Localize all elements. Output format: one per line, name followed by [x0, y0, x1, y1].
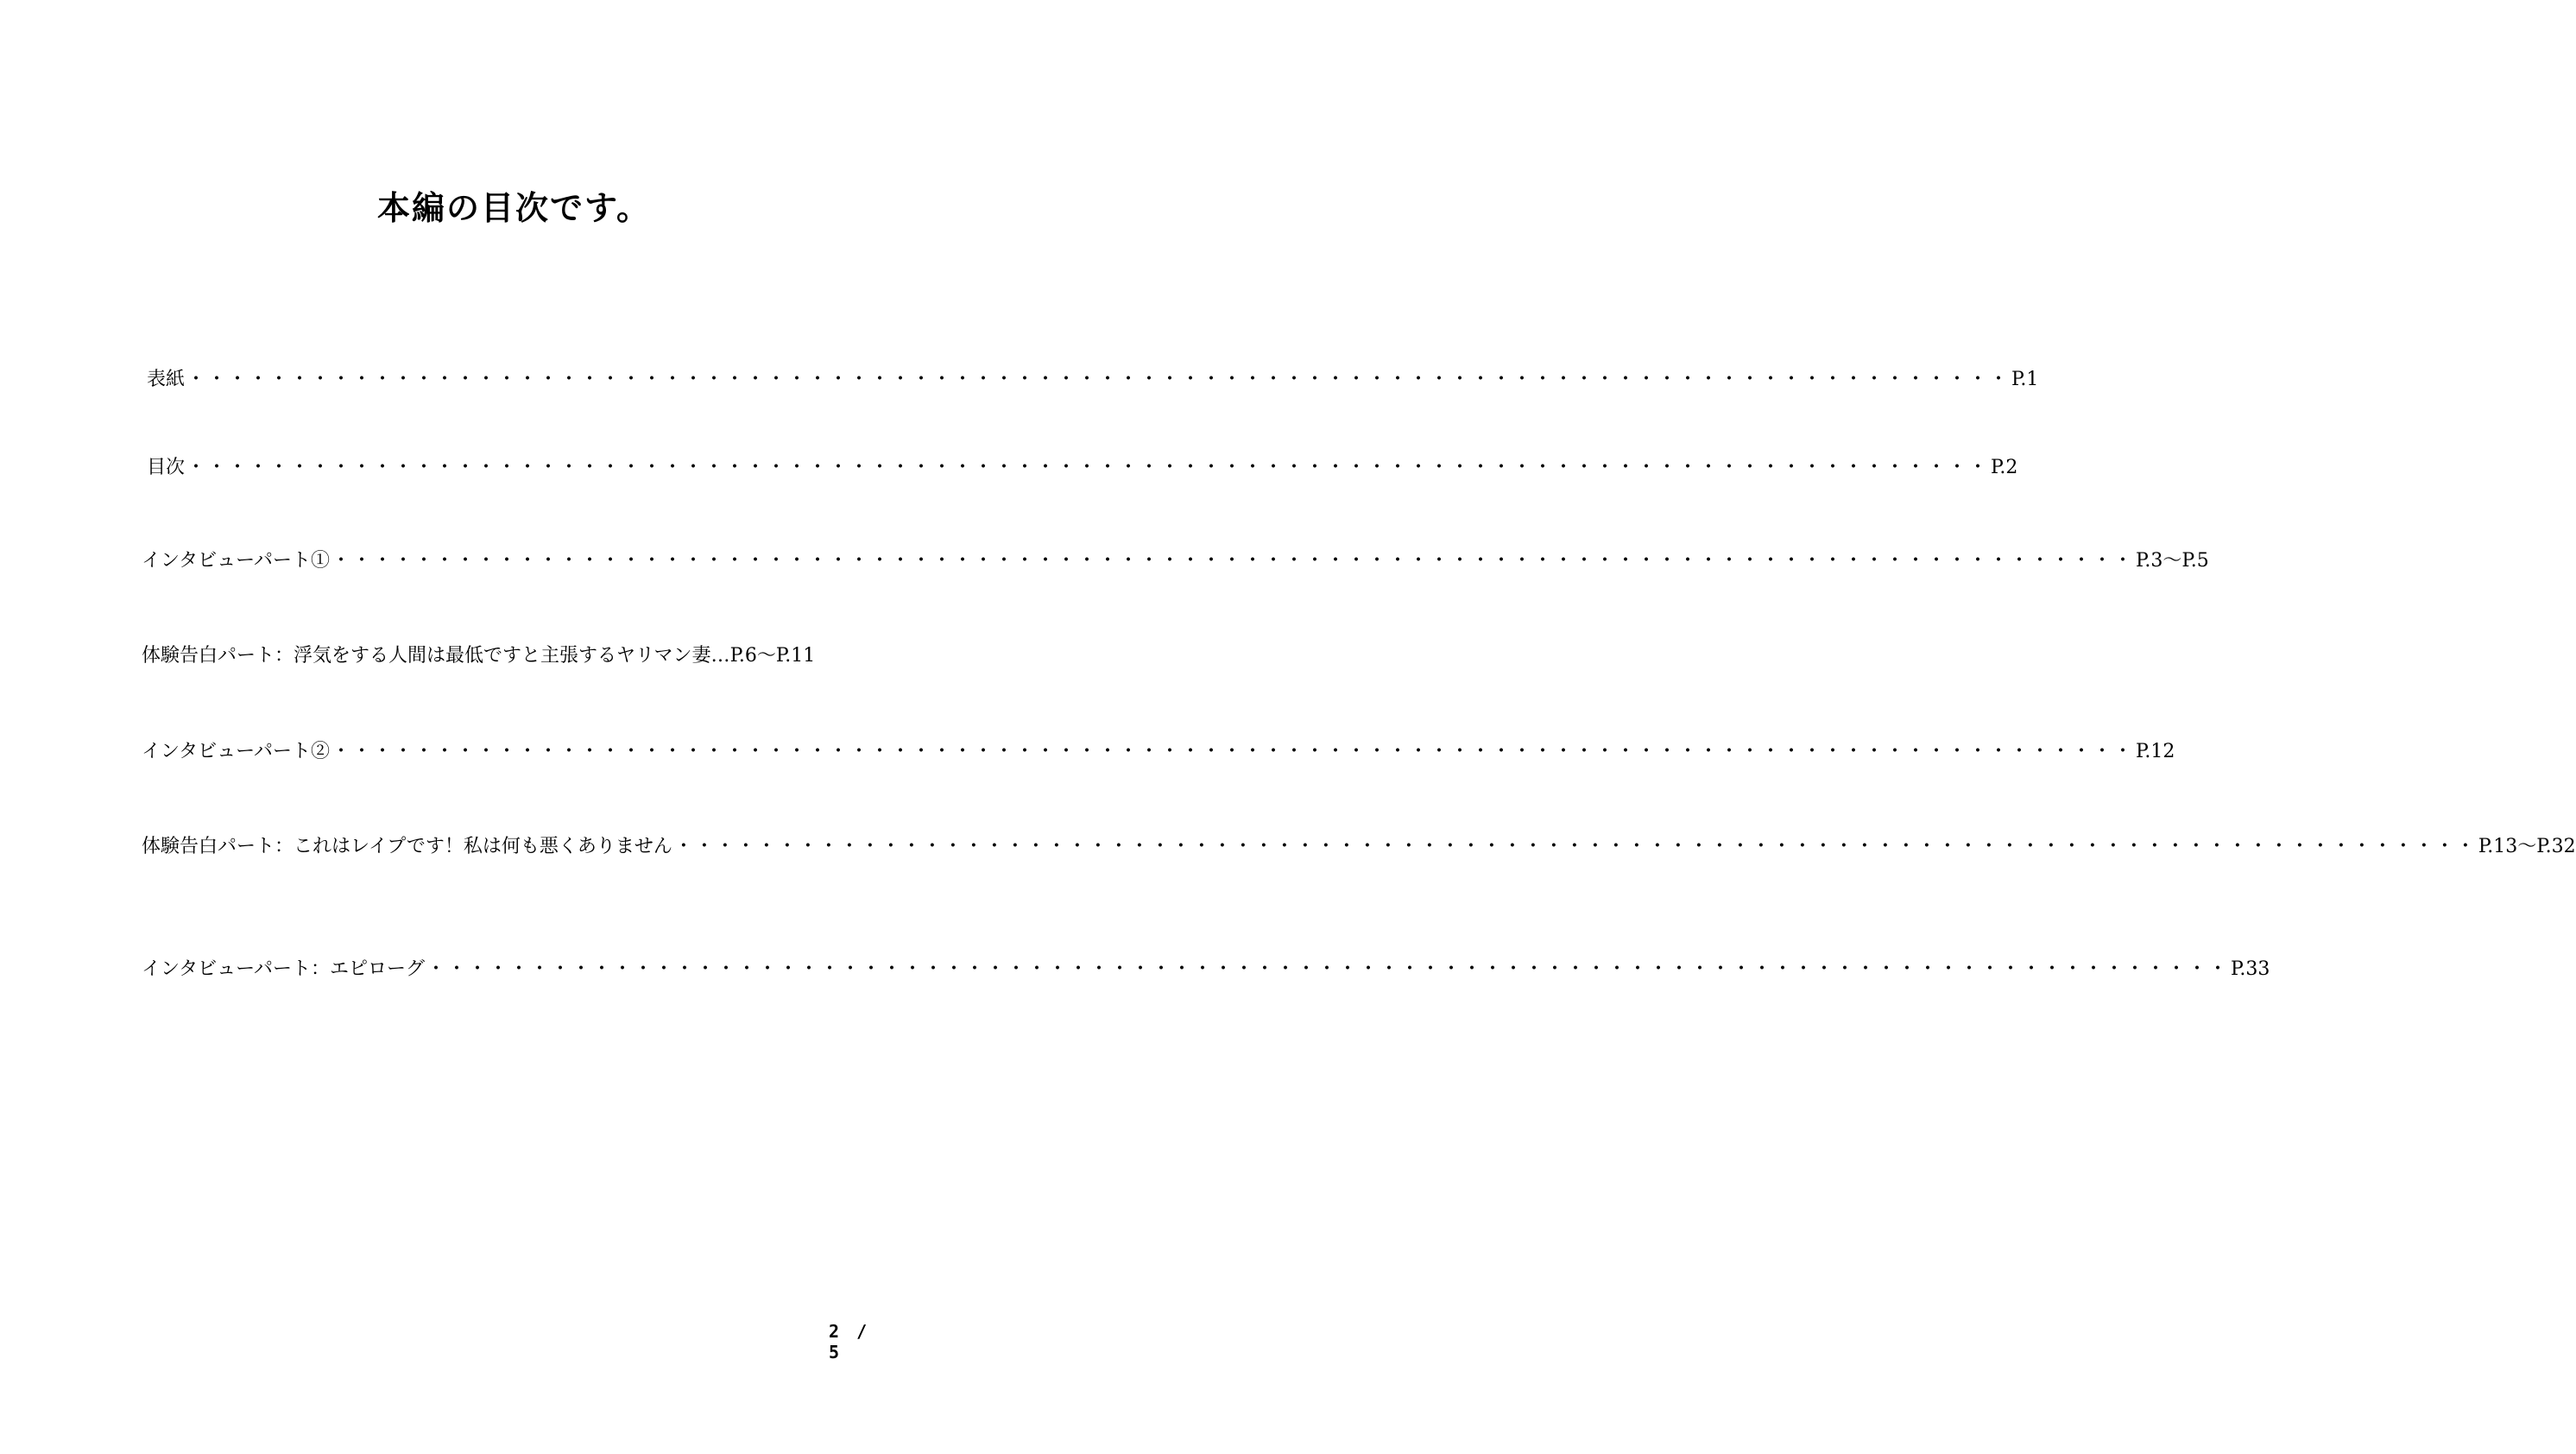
toc-entry-page: P.12: [2136, 741, 2175, 762]
toc-entry-label: 体験告白パート：これはレイプです！私は何も悪くありません: [142, 836, 672, 857]
toc-entry-page: P.3～P.5: [2136, 550, 2209, 572]
toc-entry-label: インタビューパート①: [142, 550, 331, 572]
dot-leader: ・・・・・・・・・・・・・・・・・・・・・・・・・・・・・・・・・・・・・・・・・・・・・・・・・・・・・・・・・・・・・・・・・・・・・・・・・・・・・・・・・・・・・・・・: [186, 369, 2011, 390]
toc-entry-epilogue: [142, 957, 2270, 983]
dot-leader: ・・・・・・・・・・・・・・・・・・・・・・・・・・・・・・・・・・・・・・・・・・・・・・・・・・・・・・・・・・・・・・・・・・・・・・・・・・・・・・・・・・・・・・・: [186, 457, 1990, 478]
page-number: [829, 1321, 898, 1362]
toc-entry-label: 表紙: [147, 369, 186, 390]
toc-entry-label: 体験告白パート：浮気をする人間は最低ですと主張するヤリマン妻…: [142, 645, 730, 667]
dot-leader: ・・・・・・・・・・・・・・・・・・・・・・・・・・・・・・・・・・・・・・・・・・・・・・・・・・・・・・・・・・・・・・・・・・・・・・・・・・・・・・・・・・・・・・・: [426, 958, 2230, 980]
toc-entry-contents: [147, 455, 2018, 481]
toc-entry-page: P.2: [1991, 457, 2018, 478]
toc-entry-page: P.33: [2231, 958, 2270, 980]
page-title: 本編の目次です。: [377, 188, 651, 227]
toc-entry-cover: [147, 367, 2039, 393]
toc-entry-page: P.1: [2011, 369, 2039, 390]
toc-entry-page: P.6～P.11: [729, 645, 816, 667]
dot-leader: ・・・・・・・・・・・・・・・・・・・・・・・・・・・・・・・・・・・・・・・・・・・・・・・・・・・・・・・・・・・・・・・・・・・・・・・・・・・・・・・・・・・・・・・: [331, 741, 2135, 762]
toc-entry-page: P.13～P.32: [2478, 836, 2576, 857]
toc-entry-interview-1: [142, 548, 2209, 574]
toc-entry-interview-2: [142, 739, 2175, 765]
toc-entry-label: インタビューパート②: [142, 741, 331, 762]
toc-entry-label: 目次: [147, 457, 186, 478]
toc-entry-confession-2: [142, 834, 2576, 860]
page-number-total: 5: [829, 1342, 843, 1362]
page-number-current: 2: [829, 1321, 843, 1342]
toc-entry-label: インタビューパート：エピローグ: [142, 958, 426, 980]
toc-entry-confession-1: [142, 643, 889, 669]
page-number-separator: /: [856, 1321, 871, 1342]
dot-leader: ・・・・・・・・・・・・・・・・・・・・・・・・・・・・・・・・・・・・・・・・・・・・・・・・・・・・・・・・・・・・・・・・・・・・・・・・・・・・・・・・・・・・・・・: [331, 550, 2135, 572]
dot-leader: ・・・・・・・・・・・・・・・・・・・・・・・・・・・・・・・・・・・・・・・・・・・・・・・・・・・・・・・・・・・・・・・・・・・・・・・・・・・・・・・・・・・・・・・: [673, 836, 2477, 857]
